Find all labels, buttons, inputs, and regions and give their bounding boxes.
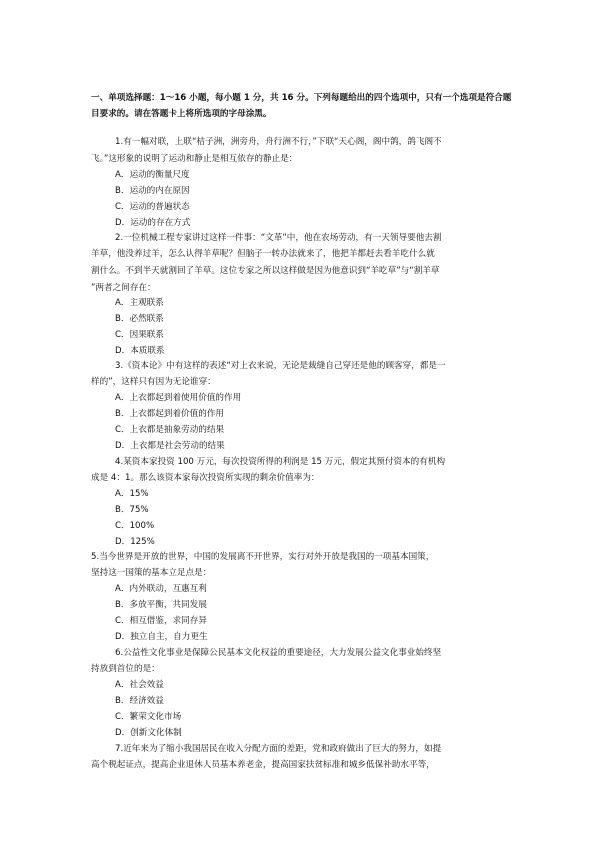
question-3-option-a: A．上衣都起到着使用价值的作用	[115, 393, 242, 403]
question-5-option-b: B．多放平衡，共同发展	[115, 600, 207, 610]
question-5-option-c: C．相互借鉴，求同存异	[115, 616, 207, 626]
question-5-stem-line-1: 5.当今世界是开放的世界，中国的发展离不开世界，实行对外开放是我国的一项基本国策，	[91, 552, 435, 562]
question-4-option-d: D．125%	[115, 537, 155, 547]
question-3-option-c: C．上衣都是抽象劳动的结果	[115, 425, 225, 435]
question-5-option-d: D．独立自主，自力更生	[115, 632, 208, 642]
question-3-stem-line-1: 3.《资本论》中有这样的表述“对上衣来说，无论是裁缝自己穿还是他的顾客穿，都是一	[115, 361, 446, 371]
question-2-stem-line-4: ”两者之间存在：	[91, 283, 156, 293]
question-1-option-d: D．运动的存在方式	[115, 218, 191, 228]
question-6-stem-line-1: 6.公益性文化事业是保障公民基本文化权益的重要途径，大力发展公益文化事业始终坚	[115, 648, 442, 658]
question-6-stem-line-2: 持放到首位的是：	[91, 664, 160, 674]
question-1-stem-line-1: 1.有一幅对联，上联“桔子洲，洲旁舟，舟行洲不行，”下联“天心阁，阁中鸽，鸽飞阁不	[115, 137, 442, 147]
question-2-stem-line-1: 2.一位机械工程专家讲过这样一件事：“文革”中，他在农场劳动，有一天领导要他去割	[115, 233, 442, 243]
question-2-stem-line-2: 羊草，他没养过羊，怎么认得羊草呢？但脑子一转办法就来了，他把羊都赶去看羊吃什么就	[91, 249, 435, 259]
question-2-option-d: D．本质联系	[115, 346, 165, 356]
section-heading: 一、单项选择题：1～16 小题，每小题 1 分，共 16 分。下列每题给出的四个选项中，只有一个选项是符合题目要求的。请在答题卡上将所选项的字母涂黑。	[91, 93, 512, 119]
question-2-option-c: C．因果联系	[115, 330, 164, 340]
question-6-option-d: D．创新文化体制	[115, 728, 182, 738]
question-1-option-b: B．运动的内在原因	[115, 186, 190, 196]
question-4-option-c: C．100%	[115, 521, 155, 531]
question-5-option-a: A．内外联动，互惠互利	[115, 584, 207, 594]
question-1-option-a: A．运动的衡量尺度	[115, 170, 190, 180]
question-3-option-b: B．上衣都起到着价值的作用	[115, 409, 225, 419]
question-3-option-d: D．上衣都是社会劳动的结果	[115, 441, 225, 451]
question-5-stem-line-2: 坚持这一国策的基本立足点是：	[91, 568, 212, 578]
question-4-stem-line-2: 成是 4：1。那么该资本家每次投资所实现的剩余价值率为：	[91, 473, 320, 483]
question-2-option-b: B．必然联系	[115, 314, 164, 324]
question-6-option-a: A．社会效益	[115, 680, 164, 690]
question-1-option-c: C．运动的普遍状态	[115, 202, 190, 212]
question-2-option-a: A．主观联系	[115, 298, 164, 308]
question-6-option-b: B．经济效益	[115, 696, 164, 706]
question-4-stem-line-1: 4.某资本家投资 100 万元，每次投资所得的利润是 15 万元，假定其预付资本的有机构	[115, 457, 446, 467]
question-1-stem-line-2: 飞。”这形象的说明了运动和静止是相互依存的静止是：	[91, 154, 298, 164]
question-6-option-c: C．繁荣文化市场	[115, 712, 182, 722]
question-7-stem-line-1: 7.近年来为了缩小我国居民在收入分配方面的差距，党和政府做出了巨大的努力，如提	[115, 744, 442, 754]
question-7-stem-line-2: 高个税起证点，提高企业退休人员基本养老金，提高国家扶贫标准和城乡低保补助水平等，	[91, 760, 435, 770]
question-2-stem-line-3: 割什么。不到半天就割回了羊草。这位专家之所以这样做是因为他意识到“羊吃草”与“割羊草	[91, 266, 440, 276]
question-4-option-b: B．75%	[115, 505, 149, 515]
question-3-stem-line-2: 样的”，这样只有因为无论谁穿：	[91, 377, 216, 387]
question-4-option-a: A．15%	[115, 489, 149, 499]
